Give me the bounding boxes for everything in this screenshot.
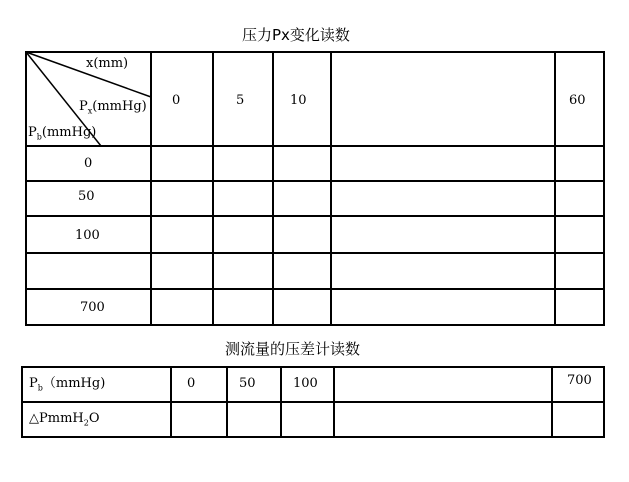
table1-header-px-symbol: P: [79, 99, 88, 114]
table1-header-pb-symbol: P: [28, 125, 37, 140]
table2-row2-label-tail: O: [88, 411, 100, 426]
table1-title: 压力Px变化读数: [242, 26, 350, 44]
table2-row1-label-sub: b: [37, 383, 43, 393]
table2-row1-value: 50: [239, 376, 256, 391]
table1-col-header: 10: [290, 93, 307, 108]
table1-header-pb-sub: b: [36, 132, 42, 142]
table2-row2-label: [29, 411, 100, 428]
table2-row1-value: 0: [187, 376, 196, 391]
table2-row1-label-unit: （mmHg): [42, 376, 106, 391]
table1-col-header: 0: [172, 93, 181, 108]
table1-row-header: 50: [78, 189, 95, 204]
table1-header-px-sub: x: [87, 106, 93, 116]
table2-row1-value: 700: [567, 373, 592, 388]
table1-row-header: 0: [84, 156, 93, 171]
table2-row1-value: 100: [293, 376, 318, 391]
table2-title: 测流量的压差计读数: [225, 340, 361, 358]
table2-row1-label: [29, 372, 105, 393]
table1-col-header: 5: [236, 93, 245, 108]
table1-header-px-unit: (mmHg): [92, 99, 147, 114]
table2-row2-label-sub: 2: [83, 418, 89, 428]
table1-header-x: x(mm): [86, 56, 129, 71]
table2-row2-label-main: △PmmH: [29, 411, 84, 426]
table1-row-header: 700: [80, 300, 105, 315]
table2-row1-label-symbol: P: [29, 376, 38, 391]
table1-col-header: 60: [569, 93, 586, 108]
table1-row-header: 100: [75, 228, 100, 243]
table1-header-pb-unit: (mmHg): [41, 125, 97, 140]
